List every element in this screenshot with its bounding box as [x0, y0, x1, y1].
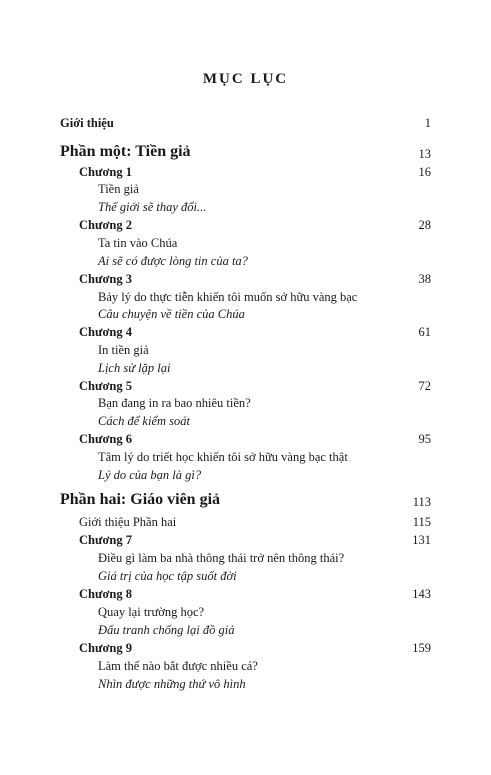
toc-chapter-label: Chương 7	[79, 533, 132, 547]
page-title: MỤC LỤC	[202, 71, 289, 87]
toc-page-number: 131	[412, 533, 431, 547]
toc-entry-label: Giới thiệu	[60, 116, 114, 130]
toc-entry-label: Giới thiệu Phần hai	[79, 515, 177, 529]
toc-chapter-label: Chương 2	[79, 218, 132, 232]
toc-chapter-label: Chương 9	[79, 641, 132, 655]
toc-chapter-label: Chương 4	[79, 325, 132, 339]
toc-page-number: 1	[424, 116, 431, 130]
toc-chapter-label: Chương 6	[79, 432, 132, 446]
toc-chapter-label: Chương 5	[79, 379, 132, 393]
toc-chapter-label: Chương 1	[79, 165, 132, 179]
toc-page-number: 13	[418, 147, 431, 161]
toc-page-number: 113	[412, 495, 431, 509]
toc-chapter-label: Chương 3	[79, 272, 132, 286]
toc-page-number: 72	[418, 379, 431, 393]
toc-page-number: 28	[418, 218, 431, 232]
table-of-contents: Giới thiệu 1 Phần một: Tiền giả 13 Chương 1 16 Tiền giả Thế giới sẽ thay đổi... Chương 2 28 Ta tin vào Chúa Ai sẽ có được lòng tin của ta? Chương 3 38 Bảy lý do thực tiễn khiến tôi muốn sở hữu vàng bạc Câu chuyện về tiền của Chúa Chương 4 61 In tiền giả Lịch sử lặp lại Chương 5 72 Bạn đang in ra bao nhiêu tiền? Cách để kiểm soát Chương 6 95 Tâm lý do triết học khiến tôi sở hữu vàng bạc thật Lý do của bạn là gì? Phần hai: Giáo viên giả 113 Giới thiệu Phần hai 115 Chương 7 131 Điều gì làm ba nhà thông thái trở nên thông thái? Giá trị của học tập suốt đời Chương 8 143 Quay lại trường học? Đấu tranh chống lại đồ giả Chương 9 159 Làm thế nào bắt được nhiều cá? Nhìn được những thứ vô hình	[60, 116, 431, 691]
toc-chapter-label: Chương 8	[79, 587, 132, 601]
toc-page-number: 143	[412, 587, 431, 601]
toc-page-number: 95	[418, 432, 431, 446]
toc-page-number: 159	[412, 641, 431, 655]
toc-page-number: 61	[418, 325, 431, 339]
toc-page-number: 38	[418, 272, 431, 286]
toc-part-label: Phần một: Tiền giả	[60, 143, 191, 160]
toc-page-number: 115	[412, 515, 431, 529]
toc-page-number: 16	[418, 165, 431, 179]
toc-part-label: Phần hai: Giáo viên giả	[60, 491, 221, 508]
